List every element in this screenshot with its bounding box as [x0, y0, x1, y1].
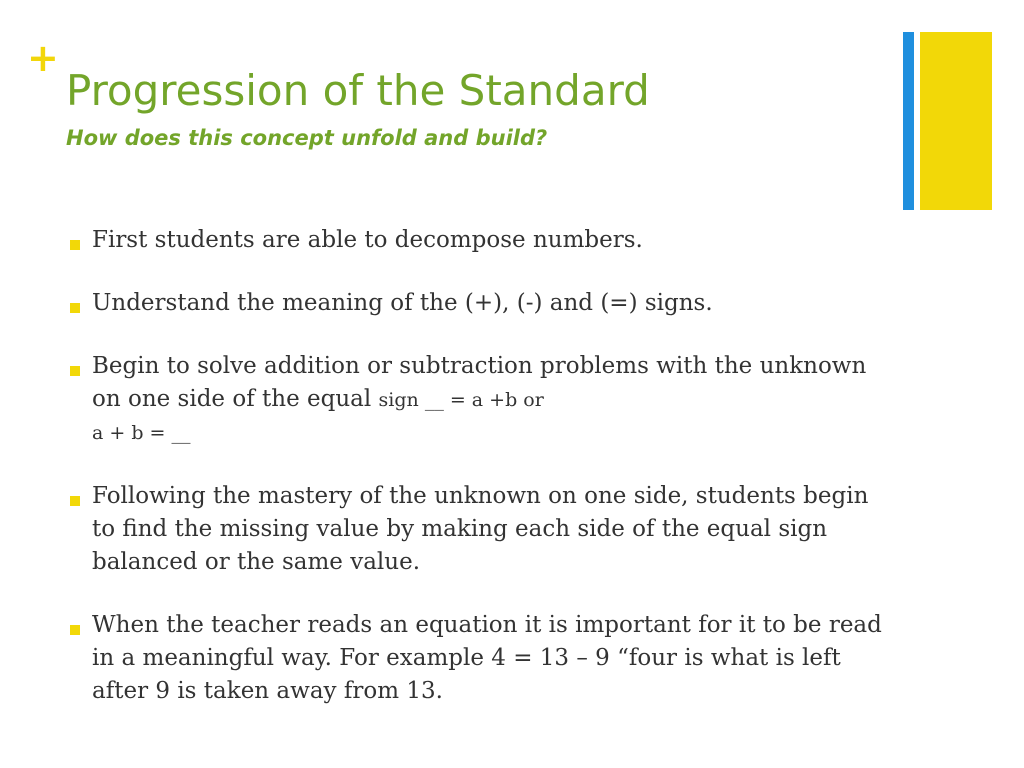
bullet-item-balanced [68, 480, 898, 579]
bullet-square-icon [70, 240, 80, 250]
bullet-text: Begin to solve addition or subtraction problems with the unknown on one side of the equal [92, 353, 867, 412]
slide-subtitle: How does this concept unfold and build? [66, 126, 548, 150]
bullet-list [68, 224, 898, 738]
bullet-item-reading-equations [68, 609, 898, 708]
bullet-text: Understand the meaning of the (+), (-) and (=) signs. [92, 290, 713, 316]
bullet-square-icon [70, 496, 80, 506]
bullet-text: Following the mastery of the unknown on one side, students begin to find the missing value by making each side of the equal sign balanced or the same value. [92, 483, 869, 575]
yellow-accent-block [920, 32, 992, 210]
blue-accent-bar [903, 32, 914, 210]
bullet-square-icon [70, 625, 80, 635]
slide-title: Progression of the Standard [66, 66, 650, 115]
bullet-text: First students are able to decompose numbers. [92, 227, 643, 253]
bullet-item-signs [68, 287, 898, 320]
bullet-item-decompose [68, 224, 898, 257]
formula-text: sign __ = a +b or [378, 389, 544, 411]
bullet-text: When the teacher reads an equation it is important for it to be read in a meaningful way. For example 4 = 13 – 9 “four is what is left after 9 is taken away from 13. [92, 612, 882, 704]
bullet-item-unknown-one-side [68, 350, 898, 450]
bullet-square-icon [70, 366, 80, 376]
bullet-square-icon [70, 303, 80, 313]
formula-line-two: a + b = __ [92, 422, 191, 444]
plus-icon: + [27, 36, 59, 80]
